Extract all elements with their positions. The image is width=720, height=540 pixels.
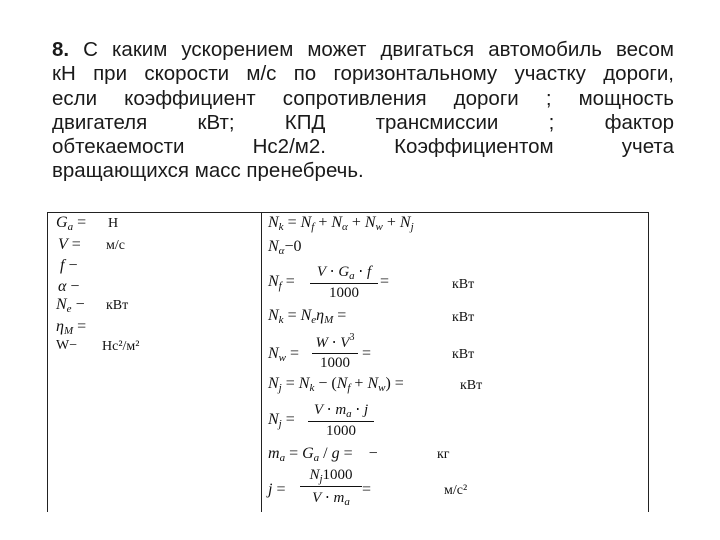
problem-line-2: кН при скорости м/с по горизонтальному участку дороги, [52, 62, 674, 86]
formula-mass: $m_a = G_a / g$ = − [268, 445, 378, 464]
unit-kw: кВт [452, 277, 475, 292]
unit-kw: кВт [452, 347, 475, 362]
given-row: $G_a$ = [56, 214, 87, 233]
unit-kw: кВт [460, 378, 483, 393]
equals-sign: = [362, 345, 372, 362]
fraction-nf: $\frac{V \cdot G_a \cdot f}{1000}$ [310, 262, 378, 302]
given-row: V = [58, 236, 81, 253]
table-divider [261, 212, 262, 512]
formula-nk-sum: $N_k = N_f + N_\alpha + N_w + N_j$ [268, 214, 414, 233]
problem-line-6: вращающихся масс пренебречь. [52, 159, 364, 183]
formula-nj-diff: $N_j = N_k - (N_f + N_w)$ = [268, 375, 404, 394]
given-row: W− [56, 338, 78, 353]
problem-line-5: обтекаемости Нс2/м2. Коэффициентом учета [52, 135, 674, 159]
given-row: $N_e$ − [56, 296, 85, 315]
given-unit: Н [108, 216, 119, 231]
unit-ms2: м/с² [444, 483, 468, 498]
formula-nk: $N_k = N_e\eta_M$ = [268, 307, 347, 326]
fraction-nw: $\frac{W \cdot V^3}{1000}$ [312, 332, 358, 372]
equals-sign: = [380, 273, 390, 290]
problem-number: 8. [52, 38, 70, 61]
given-row: $\eta_M$ = [56, 318, 87, 337]
fraction-nj: $\frac{V \cdot m_a \cdot j}{1000}$ [308, 400, 374, 440]
unit-kg: кг [437, 447, 450, 462]
problem-statement [52, 38, 674, 184]
given-unit: Нс²/м² [102, 339, 140, 354]
unit-kw: кВт [452, 310, 475, 325]
given-row: α − [58, 278, 80, 295]
table-left-border [47, 212, 48, 512]
given-unit: м/с [106, 238, 125, 253]
given-unit: кВт [106, 298, 129, 313]
given-row: f − [60, 257, 78, 274]
table-right-border [648, 212, 649, 512]
problem-line-3: если коэффициент сопротивления дороги ; мощность [52, 86, 674, 110]
formula-n-alpha: $N_\alpha-0$ [268, 238, 302, 257]
problem-line-1: 8. С каким ускорением может двигаться автомобиль весом [52, 38, 674, 61]
equals-sign: = [362, 481, 372, 498]
formula-nj: $N_j$ = [268, 411, 295, 430]
formula-nf: $N_f$ = [268, 273, 295, 292]
formula-nw: $N_w$ = [268, 345, 300, 364]
formula-accel: j = [268, 481, 286, 498]
fraction-accel: $\frac{N_j1000}{V \cdot m_a}$ [300, 467, 362, 508]
table-top-border [47, 212, 649, 213]
problem-line-4: двигателя кВт; КПД трансмиссии ; фактор [52, 110, 674, 134]
